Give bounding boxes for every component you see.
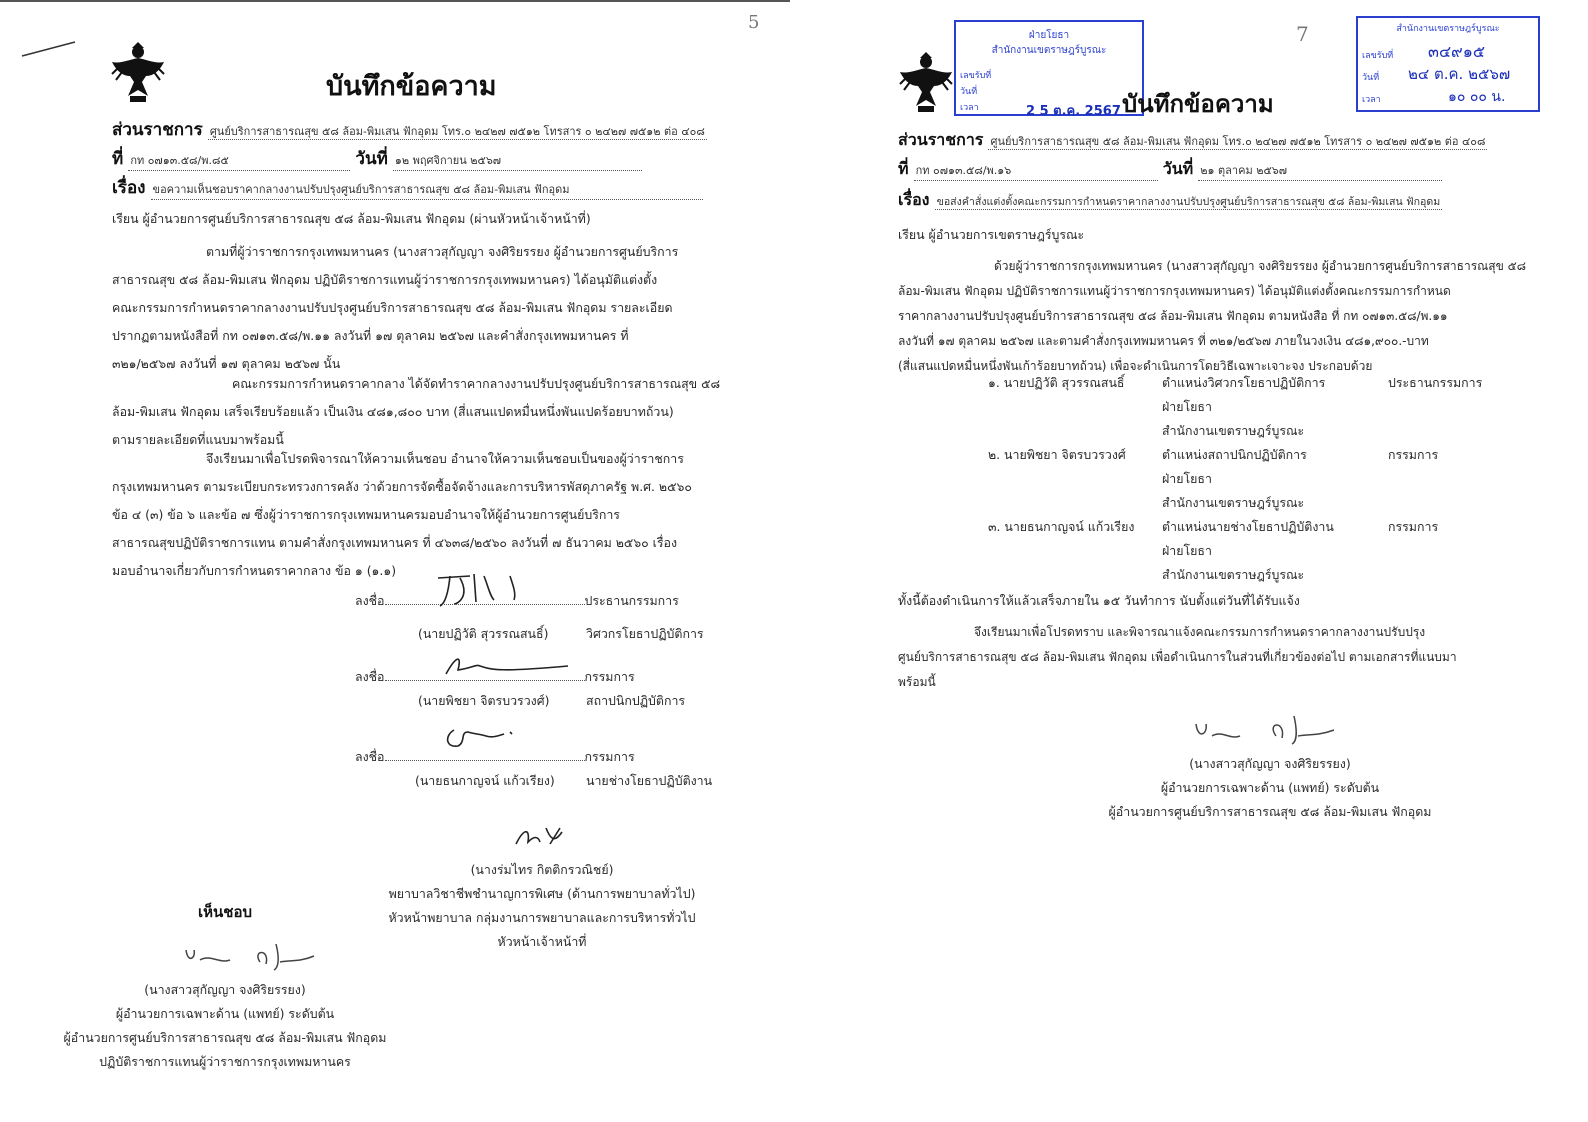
reference-row xyxy=(112,145,642,172)
sign-dotted-line xyxy=(385,760,585,761)
stamp-date-label: วันที่ xyxy=(1362,73,1380,83)
memo-title: บันทึกข้อความ xyxy=(326,71,497,102)
member-role: กรรมการ xyxy=(1388,447,1439,462)
subject-value: ขอส่งคำสั่งแต่งตั้งคณะกรรมการกำหนดราคากลางงานปรับปรุงศูนย์บริการสาธารณสุข ๕๘ ล้อม-พิมเสน ฟักอุดม xyxy=(936,196,1441,208)
approver-name: (นางสาวสุกัญญา จงศิริยรรยง) xyxy=(144,982,306,997)
date-value: ๑๒ พฤศจิกายน ๒๕๖๗ xyxy=(393,151,642,171)
paragraph-line: คณะกรรมการกำหนดราคากลางงานปรับปรุงศูนย์บริการสาธารณสุข ๕๘ ล้อม-พิมเสน ฟักอุดม รายละเอียด xyxy=(112,300,673,315)
paragraph-1 xyxy=(112,238,712,378)
approver-signature xyxy=(180,940,320,976)
member-position: ตำแหน่งสถาปนิกปฏิบัติการ xyxy=(1162,447,1307,462)
stamp-receive-label: เลขรับที่ xyxy=(1362,51,1394,61)
garuda-emblem-icon xyxy=(898,52,954,114)
signer-block xyxy=(1080,752,1460,824)
committee-member xyxy=(790,518,1588,590)
head-officer-line1: พยาบาลวิชาชีพชำนาญการพิเศษ (ด้านการพยาบาลทั่วไป) xyxy=(388,886,696,901)
member-name: ๑. นายปฏิวัติ สุวรรณสนธิ์ xyxy=(988,375,1125,390)
paragraph-line: ๓๒๑/๒๕๖๗ ลงวันที่ ๑๗ ตุลาคม ๒๕๖๗ นั้น xyxy=(112,356,341,371)
department-label: ส่วนราชการ xyxy=(112,120,203,140)
signatory-2-name: (นายพิชยา จิตรบวรวงศ์) xyxy=(418,693,550,708)
signatory-1-name: (นายปฏิวัติ สุวรรณสนธิ์) xyxy=(418,626,549,641)
signatory-3-line xyxy=(355,748,635,767)
signatory-role: ประธานกรรมการ xyxy=(584,593,679,608)
reference-value: กท ๐๗๑๓.๕๘/พ.๑๖ xyxy=(914,161,1158,181)
paragraph-line: ราคากลางงานปรับปรุงศูนย์บริการสาธารณสุข ๕๘ ล้อม-พิมเสน ฟักอุดม ตามหนังสือ ที่ กท ๐๗๑๓.๕๘/พ.๑๑ xyxy=(898,309,1448,323)
date-value: ๒๑ ตุลาคม ๒๕๖๗ xyxy=(1198,161,1442,181)
paragraph-line: คณะกรรมการกำหนดราคากลาง ได้จัดทำราคากลางงานปรับปรุงศูนย์บริการสาธารณสุข ๕๘ xyxy=(232,376,721,391)
sign-prefix: ลงชื่อ xyxy=(355,669,385,684)
scan-top-line xyxy=(0,0,790,2)
department-value: ศูนย์บริการสาธารณสุข ๕๘ ล้อม-พิมเสน ฟักอุดม โทร.๐ ๒๔๒๗ ๗๕๑๒ โทรสาร ๐ ๒๔๒๗ ๗๕๑๒ ต่อ ๔๐๘ xyxy=(209,125,705,138)
date-label: วันที่ xyxy=(355,149,388,169)
reference-value: กท ๐๗๑๓.๕๘/พ.๘๕ xyxy=(128,151,350,171)
paragraph-line: สาธารณสุขปฏิบัติราชการแทน ตามคำสั่งกรุงเทพมหานคร ที่ ๔๖๓๘/๒๕๖๐ ลงวันที่ ๗ ธันวาคม ๒๕๖๐ เรื่อง xyxy=(112,535,678,550)
sign-dotted-line xyxy=(385,680,585,681)
sign-prefix: ลงชื่อ xyxy=(355,749,385,764)
signatory-role: กรรมการ xyxy=(584,749,635,764)
stamp-receive-label: เลขรับที่ xyxy=(960,71,992,81)
subject-row xyxy=(112,174,703,201)
paragraph-line: ลงวันที่ ๑๗ ตุลาคม ๒๕๖๗ และตามคำสั่งกรุงเทพมหานคร ที่ ๓๒๑/๒๕๖๗ ภายในวงเงิน ๔๘๑,๙๐๐.-บาท xyxy=(898,334,1429,348)
stamp-line2: สำนักงานเขตราษฎร์บูรณะ xyxy=(991,45,1107,56)
paragraph-line: ตามรายละเอียดที่แนบมาพร้อมนี้ xyxy=(112,432,284,447)
member-office: สำนักงานเขตราษฎร์บูรณะ xyxy=(1162,567,1305,582)
paragraph-line: ปรากฏตามหนังสือที่ กท ๐๗๑๓.๕๘/พ.๑๑ ลงวันที่ ๑๗ ตุลาคม ๒๕๖๗ และคำสั่งกรุงเทพมหานคร ที่ xyxy=(112,328,629,343)
page-number-mark: 5 xyxy=(748,12,760,33)
signatory-1-position: วิศวกรโยธาปฏิบัติการ xyxy=(586,626,704,641)
approve-label: เห็นชอบ xyxy=(198,903,252,921)
member-division: ฝ่ายโยธา xyxy=(1162,399,1212,414)
sign-dotted-line xyxy=(385,604,585,605)
approver-line1: ผู้อำนวยการเฉพาะด้าน (แพทย์) ระดับต้น xyxy=(115,1006,335,1021)
subject-label: เรื่อง xyxy=(112,178,146,198)
paragraph-2 xyxy=(898,620,1570,695)
signer-line1: ผู้อำนวยการเฉพาะด้าน (แพทย์) ระดับต้น xyxy=(1160,780,1380,795)
department-row xyxy=(898,128,1487,153)
member-office: สำนักงานเขตราษฎร์บูรณะ xyxy=(1162,423,1305,438)
stamp-time-label: เวลา xyxy=(1362,95,1381,105)
signer-line2: ผู้อำนวยการศูนย์บริการสาธารณสุข ๕๘ ล้อม-พิมเสน ฟักอุดม xyxy=(1108,804,1432,819)
memo-title: บันทึกข้อความ xyxy=(1122,90,1274,118)
committee-member xyxy=(790,446,1588,518)
stamp-date-value: 2 5 ต.ค. 2567 xyxy=(1026,104,1121,119)
stamp-receive-number: ๓๔๙๑๕ xyxy=(1428,42,1486,61)
member-role: ประธานกรรมการ xyxy=(1388,375,1483,390)
approver-line2: ผู้อำนวยการศูนย์บริการสาธารณสุข ๕๘ ล้อม-พิมเสน ฟักอุดม xyxy=(63,1030,387,1045)
member-position: ตำแหน่งนายช่างโยธาปฏิบัติงาน xyxy=(1162,519,1334,534)
member-role: กรรมการ xyxy=(1388,519,1439,534)
receive-stamp-right xyxy=(1356,16,1540,112)
paragraph-line: จึงเรียนมาเพื่อโปรดทราบ และพิจารณาแจ้งคณะกรรมการกำหนดราคากลางงานปรับปรุง xyxy=(974,625,1426,639)
head-officer-block xyxy=(372,858,712,954)
head-officer-signature xyxy=(510,822,570,852)
paragraph-line: ข้อ ๔ (๓) ข้อ ๖ และข้อ ๗ ซึ่งผู้ว่าราชการกรุงเทพมหานครมอบอำนาจให้ผู้อำนวยการศูนย์บริการ xyxy=(112,507,620,522)
reference-label: ที่ xyxy=(898,159,909,178)
sign-prefix: ลงชื่อ xyxy=(355,593,385,608)
salutation: เรียน ผู้อำนวยการเขตราษฎร์บูรณะ xyxy=(898,227,1085,242)
signatory-3-position: นายช่างโยธาปฏิบัติงาน xyxy=(586,773,713,788)
member-division: ฝ่ายโยธา xyxy=(1162,471,1212,486)
member-division: ฝ่ายโยธา xyxy=(1162,543,1212,558)
member-office: สำนักงานเขตราษฎร์บูรณะ xyxy=(1162,495,1305,510)
stamp-date-value: ๒๔ ต.ค. ๒๕๖๗ xyxy=(1408,65,1511,83)
department-label: ส่วนราชการ xyxy=(898,130,984,149)
right-memo-page xyxy=(790,0,1588,1122)
date-label: วันที่ xyxy=(1162,159,1194,178)
stamp-line1: ฝ่ายโยธา xyxy=(1028,30,1070,41)
salutation: เรียน ผู้อำนวยการศูนย์บริการสาธารณสุข ๕๘ ล้อม-พิมเสน ฟักอุดม (ผ่านหัวหน้าเจ้าหน้าที่) xyxy=(112,211,591,226)
head-officer-line2: หัวหน้าพยาบาล กลุ่มงานการพยาบาลและการบริหารทั่วไป xyxy=(388,910,696,925)
paragraph-line: ตามที่ผู้ว่าราชการกรุงเทพมหานคร (นางสาวสุกัญญา จงศิริยรรยง ผู้อำนวยการศูนย์บริการ xyxy=(206,244,679,259)
signatory-role: กรรมการ xyxy=(584,669,635,684)
paragraph-line: ด้วยผู้ว่าราชการกรุงเทพมหานคร (นางสาวสุกัญญา จงศิริยรรยง ผู้อำนวยการศูนย์บริการสาธารณสุข ๕๘ xyxy=(994,259,1526,273)
reference-label: ที่ xyxy=(112,149,124,169)
left-memo-page xyxy=(0,0,790,1122)
paragraph-line: จึงเรียนมาเพื่อโปรดพิจารณาให้ความเห็นชอบ อำนาจให้ความเห็นชอบเป็นของผู้ว่าราชการ xyxy=(206,451,684,466)
member-name: ๒. นายพิชยา จิตรบวรวงศ์ xyxy=(988,447,1126,462)
subject-label: เรื่อง xyxy=(898,190,930,209)
paragraph-line: ล้อม-พิมเสน ฟักอุดม ปฏิบัติราชการแทนผู้ว่าราชการกรุงเทพมหานคร) ได้อนุมัติแต่งตั้งคณะกรรมการกำหนด xyxy=(898,284,1451,298)
paragraph-line: มอบอำนาจเกี่ยวกับการกำหนดราคากลาง ข้อ ๑ (๑.๑) xyxy=(112,563,397,578)
department-value: ศูนย์บริการสาธารณสุข ๕๘ ล้อม-พิมเสน ฟักอุดม โทร.๐ ๒๔๒๗ ๗๕๑๒ โทรสาร ๐ ๒๔๒๗ ๗๕๑๒ ต่อ ๔๐๘ xyxy=(990,135,1486,148)
subject-value: ขอความเห็นชอบราคากลางงานปรับปรุงศูนย์บริการสาธารณสุข ๕๘ ล้อม-พิมเสน ฟักอุดม xyxy=(151,180,703,200)
head-officer-line3: หัวหน้าเจ้าหน้าที่ xyxy=(497,934,587,949)
signatory-3-name: (นายธนกาญจน์ แก้วเรียง) xyxy=(415,773,555,788)
signatory-1-line xyxy=(355,592,679,611)
paragraph-3 xyxy=(112,445,712,585)
member-position: ตำแหน่งวิศวกรโยธาปฏิบัติการ xyxy=(1162,375,1326,390)
paragraph-line: พร้อมนี้ xyxy=(898,675,936,689)
committee-member xyxy=(790,374,1588,446)
signatory-2-position: สถาปนิกปฏิบัติการ xyxy=(586,693,686,708)
paragraph-line: (สี่แสนแปดหมื่นหนึ่งพันเก้าร้อยบาทถ้วน) เพื่อจะดำเนินการโดยวิธีเฉพาะเจาะจง ประกอบด้วย xyxy=(898,359,1373,373)
page-number-mark: 7 xyxy=(1296,22,1309,46)
paragraph-line: กรุงเทพมหานคร ตามระเบียบกระทรวงการคลัง ว่าด้วยการจัดซื้อจัดจ้างและการบริหารพัสดุภาครัฐ พ.ศ. ๒๕๖๐ xyxy=(112,479,692,494)
stamp-date-label: วันที่ xyxy=(960,87,978,97)
stamp-line1: สำนักงานเขตราษฎร์บูรณะ xyxy=(1396,24,1500,34)
paragraph-line: ศูนย์บริการสาธารณสุข ๕๘ ล้อม-พิมเสน ฟักอุดม เพื่อดำเนินการในส่วนที่เกี่ยวข้องต่อไป ตามเอกสารที่แนบมา xyxy=(898,650,1457,664)
head-officer-name: (นางร่มไทร กิตติกรวณิชย์) xyxy=(470,862,614,877)
member-name: ๓. นายธนกาญจน์ แก้วเรียง xyxy=(988,519,1135,534)
paragraph-1 xyxy=(898,254,1570,379)
reference-row xyxy=(898,157,1442,182)
stamp-time-value: ๑๐ ๐๐ น. xyxy=(1448,89,1506,105)
stamp-time-label: เวลา xyxy=(960,103,979,113)
paragraph-line: สาธารณสุข ๕๘ ล้อม-พิมเสน ฟักอุดม ปฏิบัติราชการแทนผู้ว่าราชการกรุงเทพมหานคร) ได้อนุมัติแต่งตั้ง xyxy=(112,272,658,287)
approver-block xyxy=(40,978,410,1074)
paragraph-line: ล้อม-พิมเสน ฟักอุดม เสร็จเรียบร้อยแล้ว เป็นเงิน ๔๘๑,๘๐๐ บาท (สี่แสนแปดหมื่นหนึ่งพันแปดร้อยบาทถ้วน) xyxy=(112,404,674,419)
signer-signature xyxy=(1190,712,1340,752)
garuda-emblem-icon xyxy=(110,42,166,104)
receive-stamp-left xyxy=(954,20,1144,119)
signer-name: (นางสาวสุกัญญา จงศิริยรรยง) xyxy=(1189,756,1351,771)
signatory-2-line xyxy=(355,668,635,687)
paragraph-2 xyxy=(112,370,721,454)
department-row xyxy=(112,116,707,143)
scan-pen-mark xyxy=(20,38,80,60)
subject-row xyxy=(898,188,1442,213)
deadline-note: ทั้งนี้ต้องดำเนินการให้แล้วเสร็จภายใน ๑๕ วันทำการ นับตั้งแต่วันที่ได้รับแจ้ง xyxy=(898,593,1300,608)
approver-line3: ปฏิบัติราชการแทนผู้ว่าราชการกรุงเทพมหานคร xyxy=(99,1054,351,1069)
